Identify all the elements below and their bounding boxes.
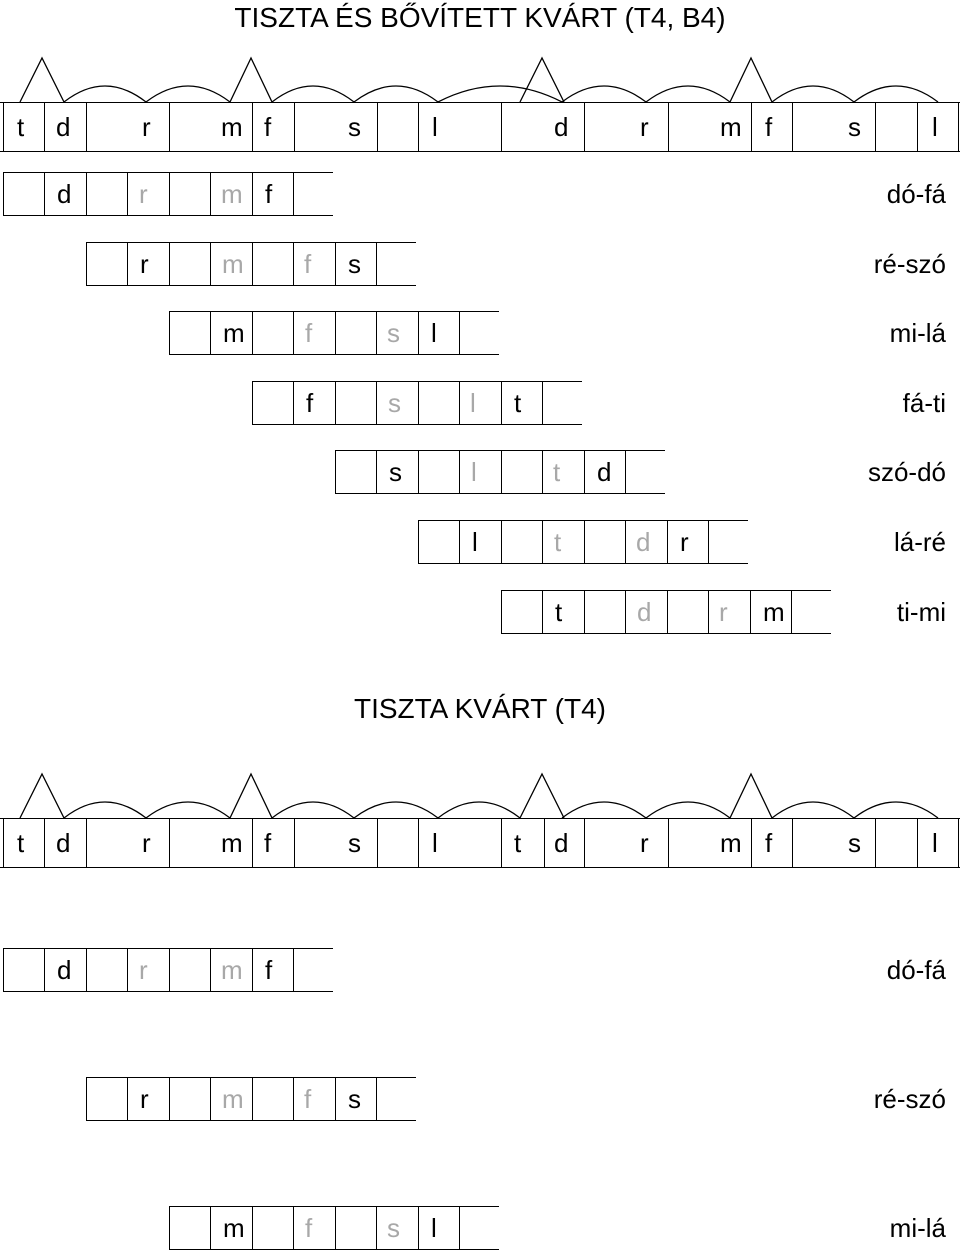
- scale-note: m: [720, 828, 742, 858]
- scale-note: l: [432, 828, 438, 858]
- row-line: [418, 563, 748, 564]
- interval-label: szó-dó: [867, 457, 946, 487]
- row-line: [3, 172, 333, 173]
- row-line: [86, 1120, 416, 1121]
- passing-note: l: [470, 388, 476, 418]
- scale-divider: [584, 819, 585, 867]
- section2-title: TISZTA KVÁRT (T4): [353, 693, 607, 724]
- scale-divider: [252, 103, 253, 151]
- scale-divider: [418, 103, 419, 151]
- row-line: [3, 948, 333, 949]
- row-divider: [501, 381, 502, 425]
- passing-note: m: [222, 249, 244, 279]
- row-divider: [210, 1206, 211, 1250]
- row-divider: [86, 172, 87, 216]
- row-divider: [459, 311, 460, 355]
- passing-note: r: [139, 179, 148, 209]
- row-divider: [791, 590, 792, 634]
- scale-divider: [294, 819, 295, 867]
- row-divider: [252, 311, 253, 355]
- scale-note: t: [17, 112, 25, 142]
- scale-divider: [668, 103, 669, 151]
- row-divider: [293, 311, 294, 355]
- interval-label: mi-lá: [889, 318, 946, 348]
- interval-note: r: [680, 527, 689, 557]
- row-divider: [335, 1077, 336, 1121]
- row-divider: [376, 381, 377, 425]
- interval-note: l: [431, 318, 437, 348]
- scale-note: f: [765, 112, 773, 142]
- row-divider: [252, 948, 253, 992]
- interval-label: mi-lá: [889, 1213, 946, 1243]
- row-divider: [335, 311, 336, 355]
- interval-note: d: [597, 457, 612, 487]
- row-divider: [169, 948, 170, 992]
- row-divider: [376, 311, 377, 355]
- scale-divider: [377, 819, 378, 867]
- scale-note: r: [142, 112, 151, 142]
- row-divider: [86, 1077, 87, 1121]
- scale-note: s: [348, 828, 361, 858]
- passing-note: l: [471, 457, 477, 487]
- row-divider: [584, 450, 585, 494]
- interval-row: [252, 381, 582, 425]
- row-divider: [625, 520, 626, 564]
- row-divider: [708, 520, 709, 564]
- row-divider: [459, 381, 460, 425]
- interval-label: ti-mi: [896, 597, 946, 627]
- row-divider: [210, 172, 211, 216]
- passing-note: m: [221, 179, 243, 209]
- passing-note: t: [553, 457, 561, 487]
- scale-divider: [668, 819, 669, 867]
- scale-note: f: [765, 828, 773, 858]
- scale-divider: [169, 819, 170, 867]
- interval-note: f: [265, 179, 273, 209]
- row-divider: [210, 311, 211, 355]
- row-divider: [335, 242, 336, 286]
- scale-note: r: [640, 828, 649, 858]
- row-divider: [252, 242, 253, 286]
- row-divider: [293, 1206, 294, 1250]
- passing-note: f: [304, 249, 312, 279]
- scale-divider: [501, 819, 502, 867]
- interval-note: l: [431, 1213, 437, 1243]
- scale-divider: [501, 103, 502, 151]
- scale-divider: [86, 819, 87, 867]
- row-line: [86, 1077, 416, 1078]
- row-line: [3, 991, 333, 992]
- row-divider: [418, 381, 419, 425]
- scale-note: d: [56, 828, 71, 858]
- scale-divider: [169, 103, 170, 151]
- row-divider: [542, 520, 543, 564]
- row-divider: [3, 948, 4, 992]
- section2-step-arcs: [0, 768, 960, 818]
- row-line: [169, 311, 499, 312]
- row-line: [86, 285, 416, 286]
- interval-label: ré-szó: [873, 1084, 946, 1114]
- row-divider: [335, 450, 336, 494]
- interval-note: m: [763, 597, 785, 627]
- scale-divider: [44, 819, 45, 867]
- scale-note: s: [848, 828, 861, 858]
- scale-divider: [792, 103, 793, 151]
- scale-note: r: [142, 828, 151, 858]
- scale-note: s: [348, 112, 361, 142]
- row-divider: [252, 1077, 253, 1121]
- scale-note: m: [221, 112, 243, 142]
- row-line: [86, 242, 416, 243]
- row-divider: [667, 590, 668, 634]
- interval-note: l: [472, 527, 478, 557]
- row-divider: [584, 590, 585, 634]
- scale-note: f: [264, 828, 272, 858]
- interval-note: t: [555, 597, 563, 627]
- row-divider: [459, 450, 460, 494]
- scale-divider: [86, 103, 87, 151]
- row-divider: [418, 450, 419, 494]
- row-divider: [418, 1206, 419, 1250]
- interval-note: d: [57, 179, 72, 209]
- passing-note: r: [139, 955, 148, 985]
- row-divider: [459, 520, 460, 564]
- scale-divider: [751, 103, 752, 151]
- row-divider: [376, 1077, 377, 1121]
- row-divider: [127, 172, 128, 216]
- interval-row: [86, 242, 416, 286]
- scale-note: d: [554, 828, 569, 858]
- scale-note: m: [221, 828, 243, 858]
- interval-note: t: [514, 388, 522, 418]
- scale-divider: [875, 819, 876, 867]
- row-divider: [3, 172, 4, 216]
- passing-note: d: [637, 597, 652, 627]
- scale-note: l: [432, 112, 438, 142]
- row-divider: [210, 1077, 211, 1121]
- row-divider: [169, 172, 170, 216]
- row-line: [335, 493, 665, 494]
- section1-solfege-scale: [0, 102, 960, 152]
- row-divider: [210, 242, 211, 286]
- row-divider: [376, 242, 377, 286]
- interval-row: [169, 1206, 499, 1250]
- passing-note: s: [387, 1213, 400, 1243]
- row-divider: [708, 590, 709, 634]
- row-divider: [542, 381, 543, 425]
- row-divider: [210, 948, 211, 992]
- row-divider: [542, 590, 543, 634]
- interval-note: s: [389, 457, 402, 487]
- interval-row: [3, 172, 333, 216]
- scale-divider: [875, 103, 876, 151]
- row-divider: [335, 381, 336, 425]
- interval-row: [335, 450, 665, 494]
- row-divider: [293, 172, 294, 216]
- row-divider: [376, 1206, 377, 1250]
- row-divider: [252, 1206, 253, 1250]
- row-divider: [127, 948, 128, 992]
- interval-label: dó-fá: [886, 179, 946, 209]
- interval-row: [169, 311, 499, 355]
- scale-note: m: [720, 112, 742, 142]
- row-divider: [252, 172, 253, 216]
- interval-row: [418, 520, 748, 564]
- row-line: [169, 354, 499, 355]
- interval-note: f: [306, 388, 314, 418]
- section1-step-arcs: [0, 52, 960, 102]
- passing-note: f: [305, 1213, 313, 1243]
- interval-row: [501, 590, 831, 634]
- scale-divider: [544, 819, 545, 867]
- row-divider: [127, 242, 128, 286]
- row-divider: [750, 590, 751, 634]
- row-divider: [584, 520, 585, 564]
- scale-note: d: [554, 112, 569, 142]
- scale-divider: [3, 819, 4, 867]
- scale-note: l: [932, 828, 938, 858]
- row-divider: [169, 1077, 170, 1121]
- row-divider: [542, 450, 543, 494]
- scale-note: t: [514, 828, 522, 858]
- row-line: [169, 1249, 499, 1250]
- row-divider: [127, 1077, 128, 1121]
- row-line: [418, 520, 748, 521]
- scale-note: r: [640, 112, 649, 142]
- interval-note: r: [140, 1084, 149, 1114]
- scale-divider: [252, 819, 253, 867]
- scale-divider: [294, 103, 295, 151]
- row-divider: [376, 450, 377, 494]
- scale-divider: [958, 103, 959, 151]
- passing-note: m: [221, 955, 243, 985]
- row-divider: [335, 1206, 336, 1250]
- row-divider: [293, 242, 294, 286]
- row-line: [252, 381, 582, 382]
- row-divider: [293, 381, 294, 425]
- scale-divider: [917, 819, 918, 867]
- passing-note: s: [388, 388, 401, 418]
- passing-note: t: [554, 527, 562, 557]
- row-divider: [501, 450, 502, 494]
- interval-note: f: [265, 955, 273, 985]
- row-line: [252, 424, 582, 425]
- interval-note: m: [223, 318, 245, 348]
- passing-note: r: [719, 597, 728, 627]
- row-line: [335, 450, 665, 451]
- scale-divider: [751, 819, 752, 867]
- scale-divider: [44, 103, 45, 151]
- scale-divider: [792, 819, 793, 867]
- interval-note: r: [140, 249, 149, 279]
- row-divider: [44, 948, 45, 992]
- interval-note: s: [348, 249, 361, 279]
- row-divider: [459, 1206, 460, 1250]
- row-divider: [86, 948, 87, 992]
- row-divider: [169, 1206, 170, 1250]
- section1-title: TISZTA ÉS BŐVÍTETT KVÁRT (T4, B4): [234, 2, 726, 33]
- interval-row: [3, 948, 333, 992]
- interval-note: d: [57, 955, 72, 985]
- passing-note: f: [305, 318, 313, 348]
- interval-label: lá-ré: [893, 527, 946, 557]
- scale-divider: [584, 103, 585, 151]
- row-divider: [667, 520, 668, 564]
- row-line: [169, 1206, 499, 1207]
- interval-note: m: [223, 1213, 245, 1243]
- row-divider: [293, 1077, 294, 1121]
- row-divider: [501, 590, 502, 634]
- row-divider: [418, 520, 419, 564]
- row-divider: [86, 242, 87, 286]
- passing-note: f: [304, 1084, 312, 1114]
- row-divider: [169, 242, 170, 286]
- interval-note: s: [348, 1084, 361, 1114]
- scale-note: l: [932, 112, 938, 142]
- scale-divider: [418, 819, 419, 867]
- interval-label: fá-ti: [902, 388, 946, 418]
- scale-divider: [958, 819, 959, 867]
- scale-divider: [917, 103, 918, 151]
- passing-note: s: [387, 318, 400, 348]
- passing-note: d: [636, 527, 651, 557]
- scale-divider: [3, 103, 4, 151]
- scale-note: s: [848, 112, 861, 142]
- scale-note: f: [264, 112, 272, 142]
- row-divider: [625, 450, 626, 494]
- row-divider: [44, 172, 45, 216]
- interval-label: ré-szó: [873, 249, 946, 279]
- scale-divider: [377, 103, 378, 151]
- interval-row: [86, 1077, 416, 1121]
- row-divider: [501, 520, 502, 564]
- row-divider: [418, 311, 419, 355]
- row-divider: [252, 381, 253, 425]
- section2-solfege-scale: [0, 818, 960, 868]
- row-divider: [293, 948, 294, 992]
- row-divider: [625, 590, 626, 634]
- row-divider: [169, 311, 170, 355]
- interval-label: dó-fá: [886, 955, 946, 985]
- scale-note: t: [17, 828, 25, 858]
- scale-note: d: [56, 112, 71, 142]
- row-line: [3, 215, 333, 216]
- passing-note: m: [222, 1084, 244, 1114]
